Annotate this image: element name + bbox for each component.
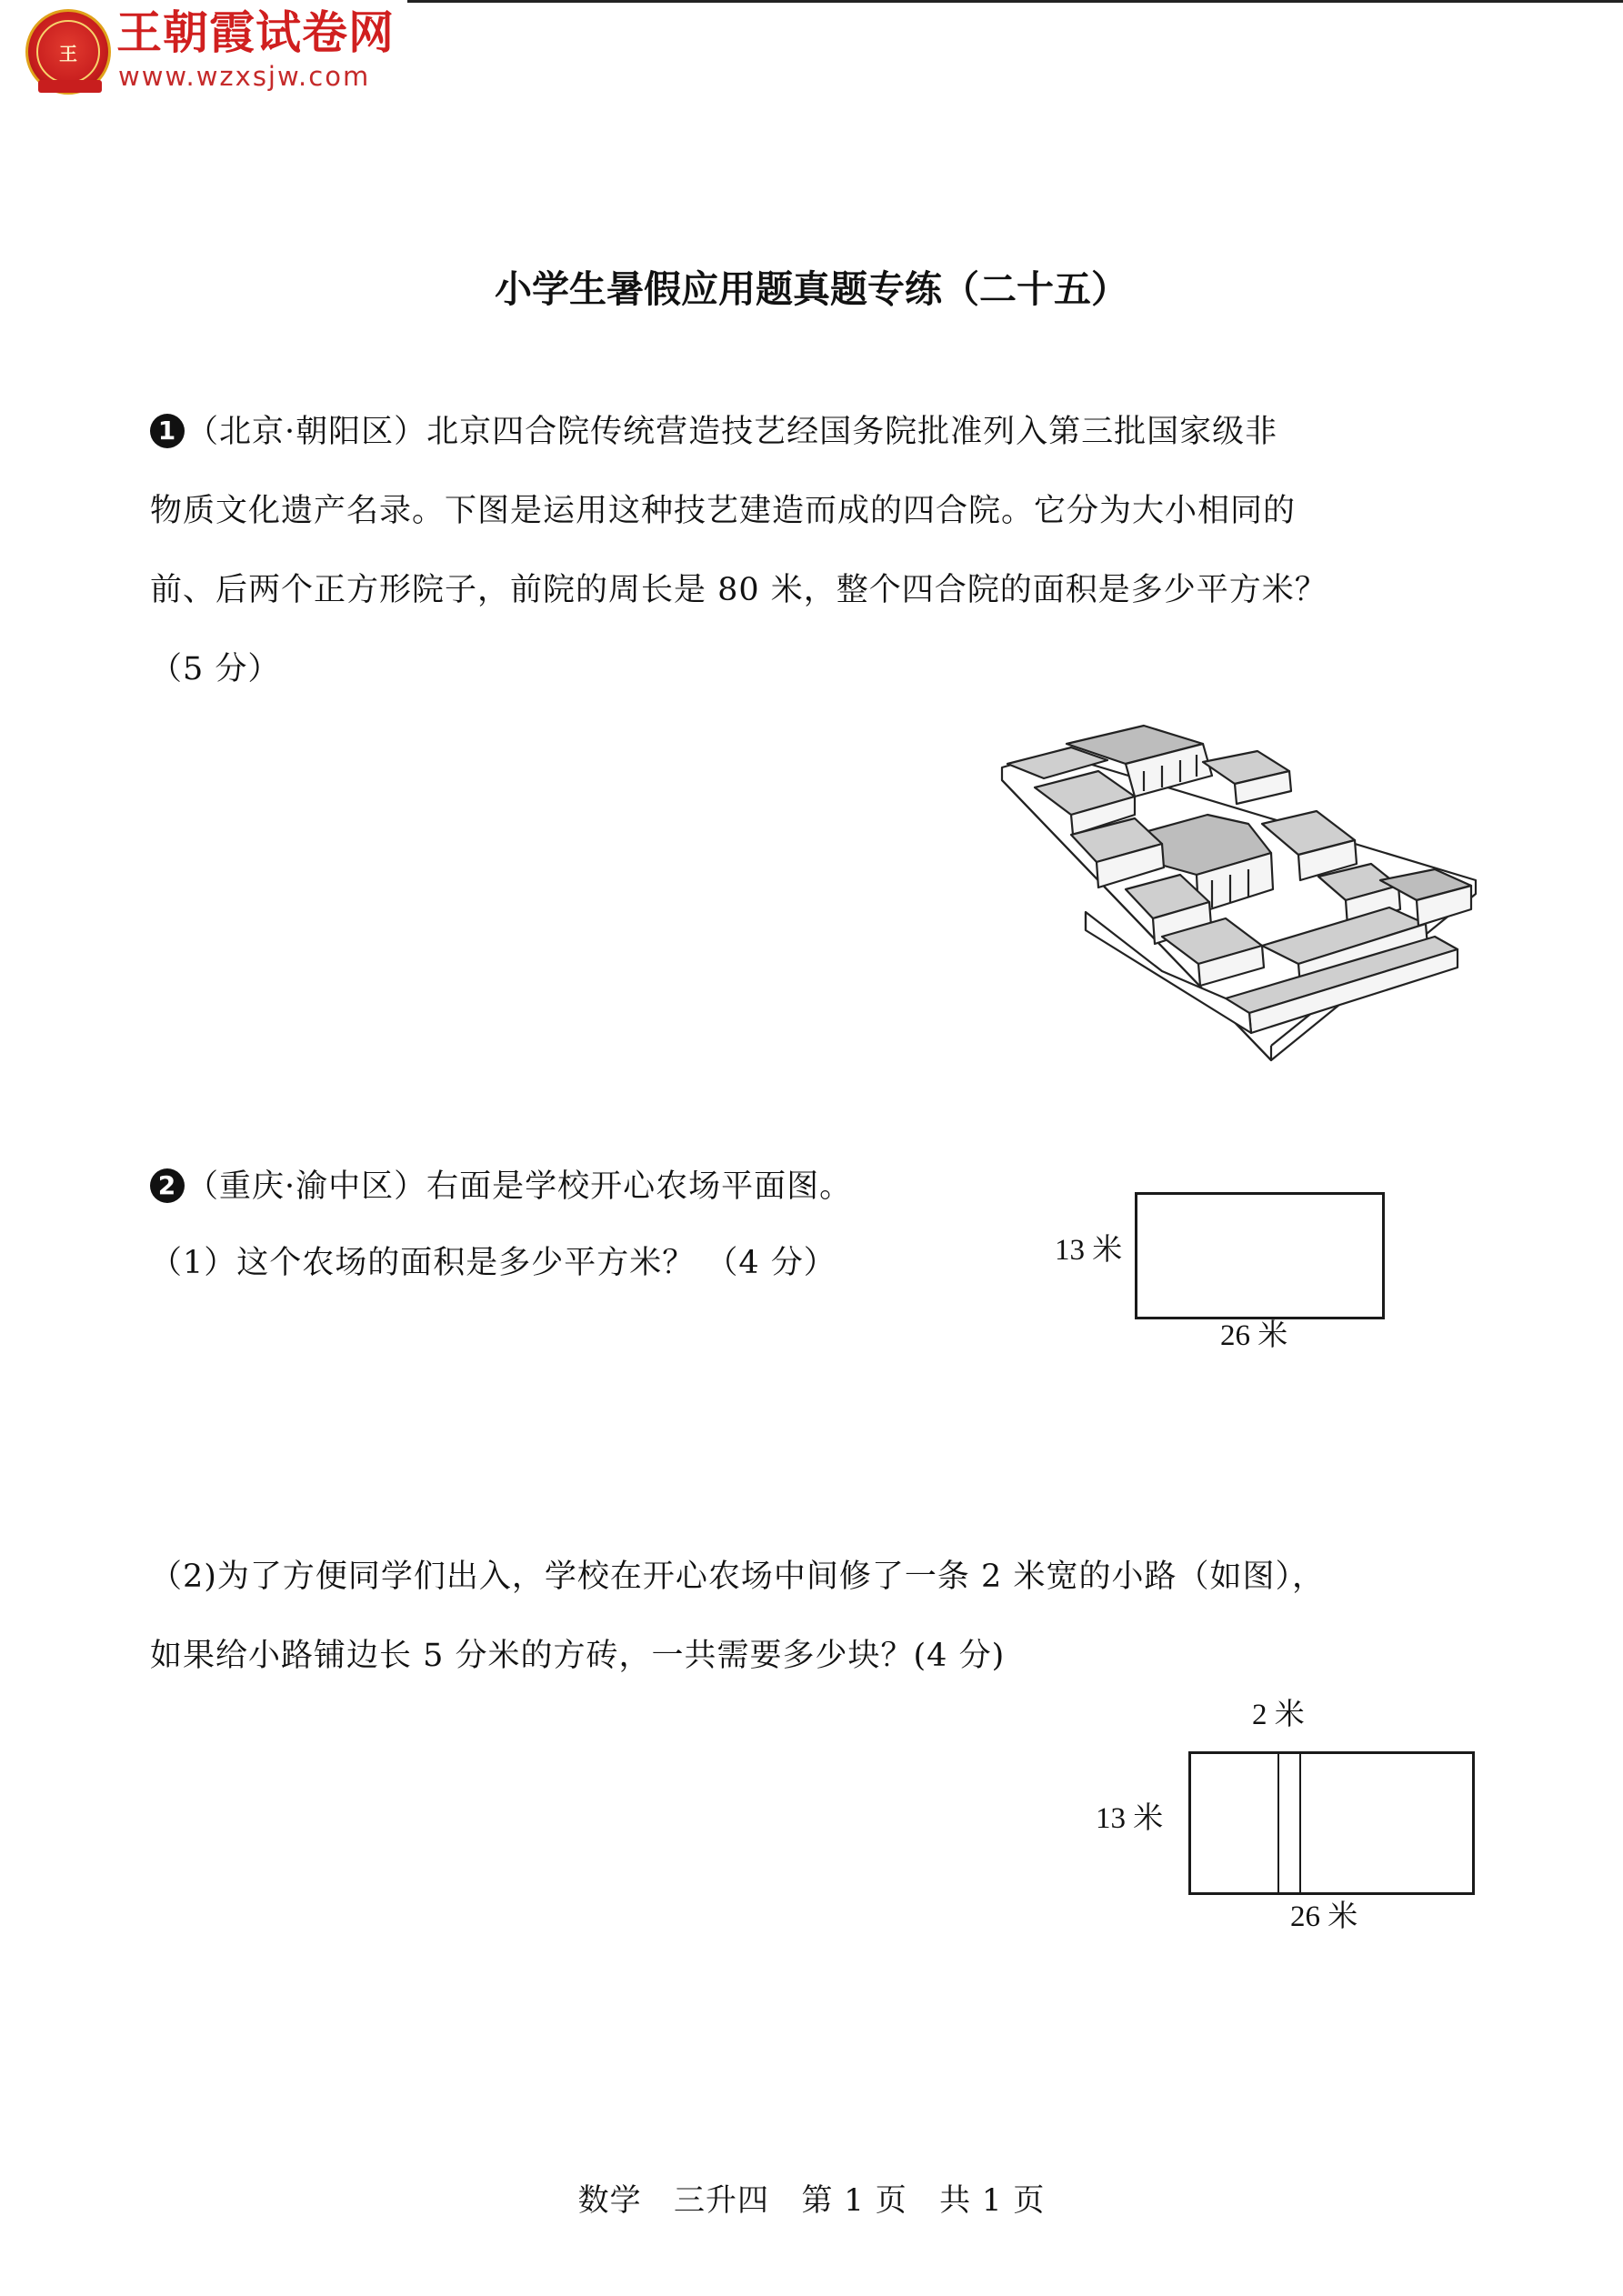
question-1-line-4: （5 分） [150,651,281,687]
question-2-part-1-text: （1）这个农场的面积是多少平方米？ （4 分） [150,1245,837,1281]
page-footer: 数学 三升四 第 1 页 共 1 页 [577,2182,1046,2219]
logo-ribbon [38,80,102,93]
question-1-number: 1 [150,414,185,448]
farm-diagram [1055,1187,1391,1359]
farm-width-label: 26 米 [1220,1319,1288,1352]
brand-name: 王朝霞试卷网 [116,6,395,59]
document-title: 小学生暑假应用题真题专练（二十五） [495,267,1128,311]
path-left-edge [1277,1751,1279,1895]
farm-rectangle [1135,1192,1385,1319]
farm-path-rectangle [1188,1751,1475,1895]
path-right-edge [1299,1751,1301,1895]
logo-seal-emblem: 王 [36,20,100,84]
siheyuan-illustration [998,707,1480,1064]
question-2-part-2-line-2: 如果给小路铺边长 5 分米的方砖，一共需要多少块？(4 分) [150,1638,1006,1674]
farm-path-diagram [1096,1697,1478,1942]
question-2-part-1 [150,1224,987,1303]
farm-path-width-label: 26 米 [1290,1900,1358,1933]
question-1-line-3: 前、后两个正方形院子，前院的周长是 80 米，整个四合院的面积是多少平方米？ [150,572,1327,608]
question-1 [150,393,1487,709]
question-2-intro: 2 （重庆·渝中区）右面是学校开心农场平面图。 [150,1148,1487,1227]
question-1-line-2: 物质文化遗产名录。下图是运用这种技艺建造而成的四合院。它分为大小相同的 [150,493,1297,529]
question-2-part-2-line-1: （2)为了方便同学们出入，学校在开心农场中间修了一条 2 米宽的小路（如图）， [150,1559,1325,1595]
question-2-number: 2 [150,1168,185,1203]
farm-height-label: 13 米 [1055,1234,1123,1267]
question-1-line-1: 1 （北京·朝阳区）北京四合院传统营造技艺经国务院批准列入第三批国家级非 [150,393,1487,472]
path-width-label: 2 米 [1252,1699,1305,1731]
header-rule [407,0,1623,3]
farm-path-height-label: 13 米 [1096,1802,1164,1835]
question-2-part-2 [150,1538,1487,1696]
brand-url: www.wzxsjw.com [118,61,371,92]
